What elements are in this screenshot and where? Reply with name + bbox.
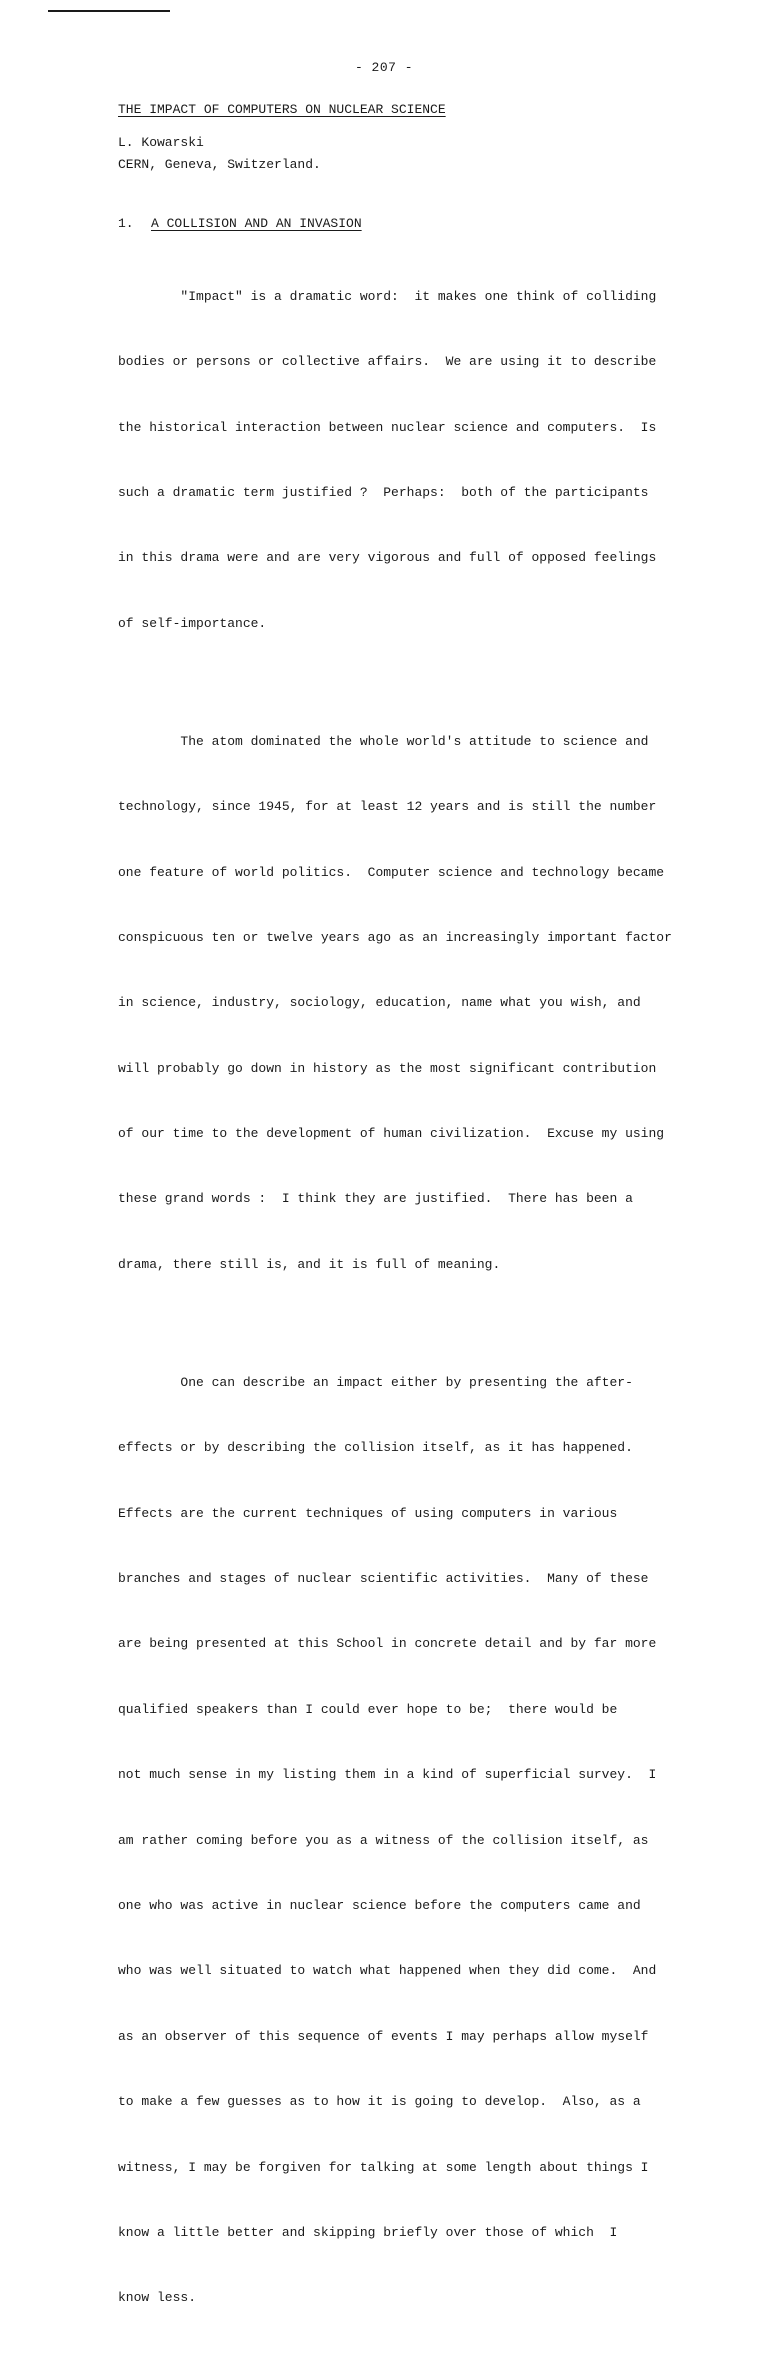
text-line: are being presented at this School in concrete detail and by far more	[118, 1636, 657, 1652]
text-line: know less.	[118, 2290, 197, 2306]
text-line: conspicuous ten or twelve years ago as an increasingly important factor	[118, 929, 672, 945]
paragraph-1	[118, 242, 708, 678]
text-line: witness, I may be forgiven for talking at some length about things I	[118, 2159, 649, 2175]
text-line: Effects are the current techniques of using computers in various	[118, 1505, 618, 1521]
author-affiliation: CERN, Geneva, Switzerland.	[118, 156, 321, 172]
text-line: in science, industry, sociology, education, name what you wish, and	[118, 995, 641, 1011]
text-line: am rather coming before you as a witness of the collision itself, as	[118, 1832, 649, 1848]
text-line: drama, there still is, and it is full of meaning.	[118, 1256, 501, 1272]
text-line: bodies or persons or collective affairs. We are using it to describe	[118, 354, 657, 370]
paragraph-3	[118, 1328, 708, 2352]
top-rule	[48, 10, 170, 12]
text-line: as an observer of this sequence of events I may perhaps allow myself	[118, 2028, 649, 2044]
text-line: one feature of world politics. Computer science and technology became	[118, 864, 665, 880]
text-line: the historical interaction between nuclear science and computers. Is	[118, 419, 657, 435]
section-heading	[118, 213, 708, 235]
text-line: effects or by describing the collision itself, as it has happened.	[118, 1440, 633, 1456]
text-line: of self-importance.	[118, 615, 267, 631]
text-line: in this drama were and are very vigorous and full of opposed feelings	[118, 550, 657, 566]
author-name: L. Kowarski	[118, 134, 204, 150]
text-line: branches and stages of nuclear scientific activities. Many of these	[118, 1571, 649, 1586]
text-line: know a little better and skipping briefly over those of which I	[118, 2224, 618, 2240]
text-line: these grand words : I think they are justified. There has been a	[118, 1191, 633, 1207]
text-line: will probably go down in history as the most significant contribution	[118, 1060, 657, 1076]
text-line: technology, since 1945, for at least 12 years and is still the number	[118, 799, 657, 815]
document-body	[118, 99, 708, 2353]
text-line: "Impact" is a dramatic word: it makes one think of colliding	[118, 288, 657, 304]
section-number: 1.	[118, 216, 134, 232]
text-line: of our time to the development of human civilization. Excuse my using	[118, 1126, 665, 1142]
text-line: to make a few guesses as to how it is going to develop. Also, as a	[118, 2094, 641, 2110]
text-line: One can describe an impact either by presenting the after-	[118, 1374, 633, 1390]
text-line: such a dramatic term justified ? Perhaps: both of the participants	[118, 484, 649, 500]
text-line: The atom dominated the whole world's attitude to science and	[118, 733, 649, 749]
text-line: one who was active in nuclear science before the computers came and	[118, 1897, 641, 1913]
text-line: not much sense in my listing them in a kind of superficial survey. I	[118, 1767, 657, 1783]
text-line: qualified speakers than I could ever hope to be; there would be	[118, 1701, 618, 1717]
section-title: A COLLISION AND AN INVASION	[151, 216, 362, 232]
paper-title: THE IMPACT OF COMPUTERS ON NUCLEAR SCIENCE	[118, 102, 446, 117]
paragraph-2	[118, 687, 708, 1319]
text-line: who was well situated to watch what happened when they did come. And	[118, 1963, 657, 1979]
page-number: - 207 -	[354, 60, 414, 75]
